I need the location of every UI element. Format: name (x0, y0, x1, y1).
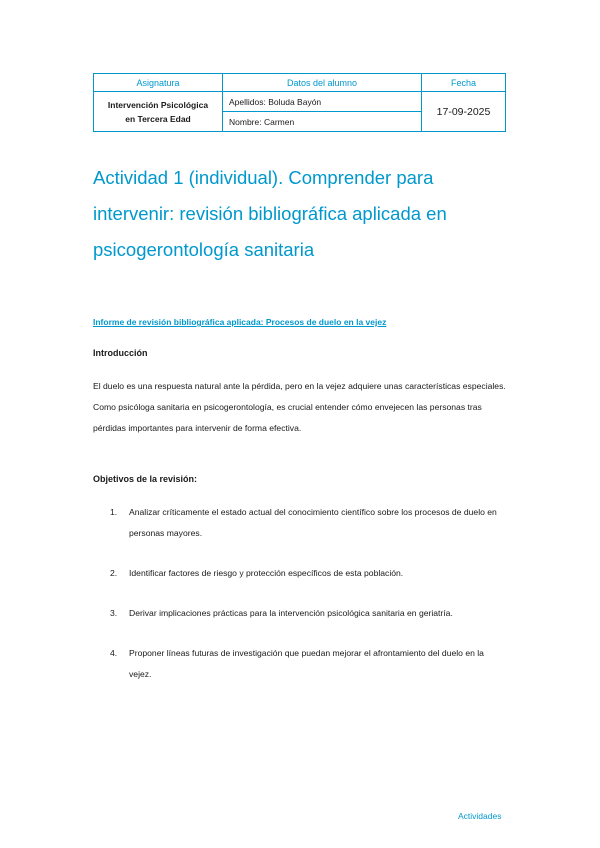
list-item-number: 4. (110, 648, 118, 658)
objectives-list (93, 502, 508, 685)
header-col-date: Fecha (422, 74, 506, 92)
list-item (93, 563, 508, 584)
footer-label: Actividades (458, 811, 502, 821)
list-item-text: Identificar factores de riesgo y protección específicos de esta población. (129, 568, 404, 578)
header-col-student: Datos del alumno (223, 74, 422, 92)
list-item-text: Derivar implicaciones prácticas para la intervención psicológica sanitaria en geriatría. (129, 608, 453, 618)
list-item-text: Analizar críticamente el estado actual del conocimiento científico sobre los procesos de duelo en personas mayores. (129, 507, 497, 538)
intro-heading: Introducción (93, 348, 148, 358)
title-line-1: Actividad 1 (individual). Comprender para (93, 167, 434, 188)
date-cell: 17-09-2025 (422, 92, 506, 132)
list-item-number: 1. (110, 507, 118, 517)
header-table (93, 73, 506, 132)
page-title (93, 160, 513, 268)
subject-cell (94, 92, 223, 132)
student-name: Nombre: Carmen (223, 112, 422, 132)
subject-line-1: Intervención Psicológica (107, 99, 209, 110)
intro-paragraph: El duelo es una respuesta natural ante la pérdida, pero en la vejez adquiere unas características especiales. Como psicóloga sanitaria en psicogerontología, es crucial entender cómo envejecen las personas tras pérdidas importantes para intervenir de forma efectiva. (93, 381, 506, 433)
list-item-number: 3. (110, 608, 118, 618)
student-surname: Apellidos: Boluda Bayón (223, 92, 422, 112)
title-line-2: intervenir: revisión bibliográfica aplicada en (93, 203, 447, 224)
header-col-subject: Asignatura (94, 74, 223, 92)
list-item (93, 643, 508, 685)
title-line-3: psicogerontología sanitaria (93, 239, 315, 260)
report-title-link[interactable]: Informe de revisión bibliográfica aplicada: Procesos de duelo en la vejez (93, 317, 387, 327)
list-item-number: 2. (110, 568, 118, 578)
objectives-heading: Objetivos de la revisión: (93, 474, 198, 484)
list-item (93, 502, 508, 544)
subject-line-2: en Tercera Edad (125, 113, 191, 124)
list-item (93, 603, 508, 624)
list-item-text: Proponer líneas futuras de investigación que puedan mejorar el afrontamiento del duelo en la vejez. (129, 648, 484, 679)
